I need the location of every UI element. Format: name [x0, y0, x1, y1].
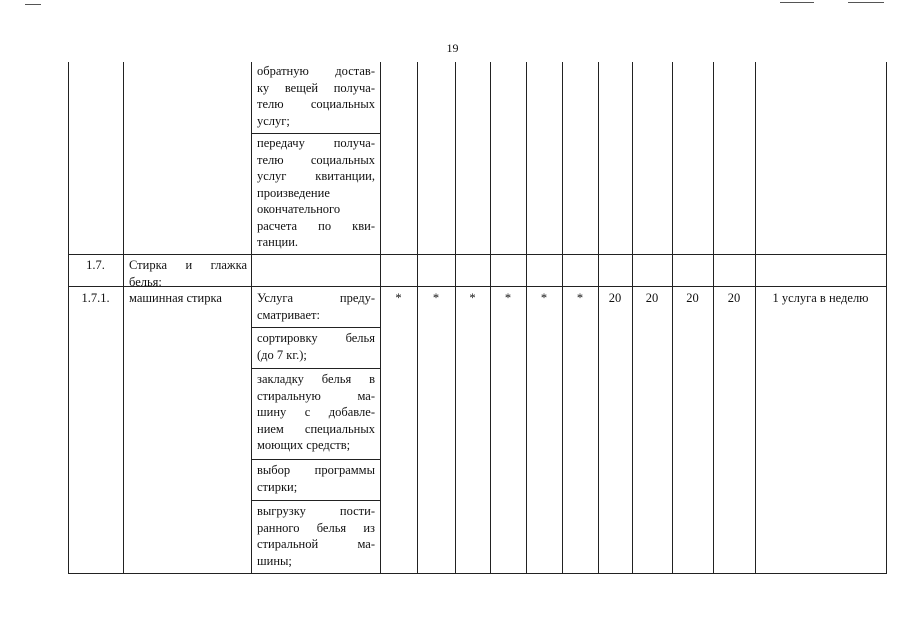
- mark-cell: *: [395, 291, 402, 305]
- mark-cell: *: [432, 291, 440, 305]
- service-description: выбор программы стирки;: [257, 463, 375, 494]
- mark-cell: *: [540, 291, 548, 305]
- row-number: 1.7.: [86, 258, 105, 272]
- grid-vline: [598, 62, 599, 574]
- mark-cell: *: [504, 291, 512, 305]
- service-description: выгрузку пости- ранного белья из стиральной ма- шины;: [257, 504, 375, 568]
- frequency-cell: 1 услуга в неделю: [772, 291, 869, 305]
- grid-hline: [68, 573, 887, 574]
- service-description: закладку белья в стиральную ма- шину с добавле- нием специальных моющих средств;: [257, 372, 375, 452]
- row-number: 1.7.1.: [81, 291, 110, 305]
- grid-vline: [562, 62, 563, 574]
- page-number: 19: [446, 41, 459, 55]
- grid-hline: [68, 254, 887, 255]
- value-cell: 20: [727, 291, 741, 305]
- grid-hline: [251, 500, 381, 501]
- value-cell: 20: [686, 291, 699, 305]
- value-cell: 20: [608, 291, 622, 305]
- grid-vline: [380, 62, 381, 574]
- scan-mark-left: [25, 4, 41, 5]
- grid-vline: [632, 62, 633, 574]
- grid-vline: [417, 62, 418, 574]
- grid-vline: [68, 62, 69, 574]
- grid-hline: [251, 133, 381, 134]
- section-title: Стирка и глажка белья:: [129, 258, 247, 289]
- grid-vline: [251, 62, 252, 574]
- grid-vline: [526, 62, 527, 574]
- scan-mark-right-2: [848, 2, 884, 3]
- service-description: передачу получа- телю социальных услуг квитанции, произведение окончательного расчета по кви- танции.: [257, 136, 375, 249]
- mark-cell: *: [469, 291, 476, 305]
- services-table: [68, 62, 887, 574]
- grid-vline: [672, 62, 673, 574]
- grid-hline: [251, 459, 381, 460]
- mark-cell: *: [576, 291, 584, 305]
- service-name: машинная стирка: [129, 291, 222, 305]
- grid-vline: [455, 62, 456, 574]
- value-cell: 20: [645, 291, 659, 305]
- scan-mark-right-1: [780, 2, 814, 3]
- service-description: обратную достав- ку вещей получа- телю социальных услуг;: [257, 64, 375, 128]
- grid-hline: [251, 327, 381, 328]
- grid-vline: [490, 62, 491, 574]
- grid-vline: [713, 62, 714, 574]
- service-description: Услуга преду- сматривает:: [257, 291, 375, 322]
- service-description: сортировку белья (до 7 кг.);: [257, 331, 375, 362]
- grid-vline: [755, 62, 756, 574]
- grid-hline: [251, 368, 381, 369]
- grid-vline: [886, 62, 887, 574]
- grid-vline: [123, 62, 124, 574]
